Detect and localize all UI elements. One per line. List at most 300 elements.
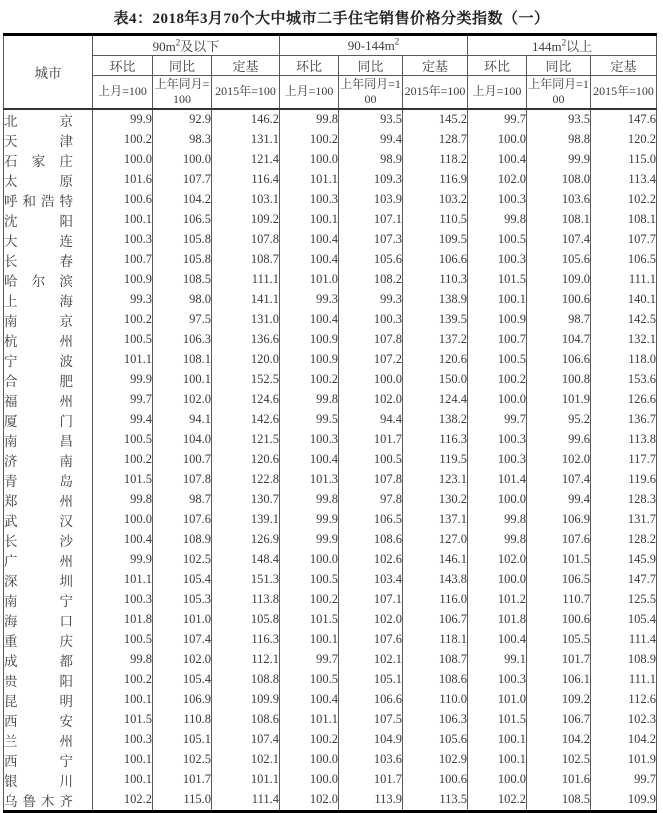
index-value-cell: 121.5 <box>212 430 280 450</box>
index-value-cell: 99.8 <box>468 530 527 550</box>
index-value-cell: 108.7 <box>212 250 280 270</box>
group-header-144-above <box>468 35 657 56</box>
index-value-cell: 100.3 <box>93 730 153 750</box>
index-value-cell: 99.4 <box>339 130 403 150</box>
index-value-cell: 108.1 <box>153 350 212 370</box>
index-value-cell: 99.9 <box>93 109 153 130</box>
index-value-cell: 108.6 <box>403 670 468 690</box>
group-label-text: 144m <box>531 39 562 54</box>
city-name: 石家庄 <box>4 153 73 169</box>
city-cell <box>4 250 93 270</box>
index-value-cell: 105.1 <box>153 730 212 750</box>
city-cell <box>4 390 93 410</box>
city-name: 西宁 <box>4 753 73 769</box>
index-value-cell: 142.5 <box>591 310 657 330</box>
index-value-cell: 116.0 <box>403 590 468 610</box>
index-value-cell: 106.5 <box>153 210 212 230</box>
table-row <box>4 790 657 812</box>
index-value-cell: 122.8 <box>212 470 280 490</box>
index-value-cell: 142.6 <box>212 410 280 430</box>
index-value-cell: 136.7 <box>591 410 657 430</box>
index-value-cell: 137.2 <box>403 330 468 350</box>
index-value-cell: 120.6 <box>212 450 280 470</box>
index-value-cell: 131.0 <box>212 310 280 330</box>
index-value-cell: 103.9 <box>339 190 403 210</box>
index-value-cell: 100.1 <box>468 290 527 310</box>
index-value-cell: 128.7 <box>403 130 468 150</box>
index-value-cell: 108.7 <box>403 650 468 670</box>
index-value-cell: 99.3 <box>280 290 339 310</box>
index-value-cell: 101.5 <box>93 710 153 730</box>
index-value-cell: 99.9 <box>93 550 153 570</box>
index-value-cell: 100.9 <box>280 350 339 370</box>
index-value-cell: 105.6 <box>403 730 468 750</box>
table-row <box>4 710 657 730</box>
index-value-cell: 112.6 <box>591 690 657 710</box>
index-value-cell: 104.2 <box>591 730 657 750</box>
index-value-cell: 100.0 <box>339 370 403 390</box>
index-value-cell: 100.7 <box>468 330 527 350</box>
index-value-cell: 104.9 <box>339 730 403 750</box>
index-value-cell: 100.1 <box>468 750 527 770</box>
index-value-cell: 100.8 <box>527 370 591 390</box>
index-value-cell: 107.7 <box>591 230 657 250</box>
index-value-cell: 128.3 <box>591 490 657 510</box>
table-row <box>4 690 657 710</box>
index-value-cell: 100.0 <box>153 150 212 170</box>
city-cell <box>4 510 93 530</box>
index-value-cell: 140.1 <box>591 290 657 310</box>
index-value-cell: 100.5 <box>339 450 403 470</box>
sub-header-yoy: 同比 <box>153 56 212 76</box>
index-value-cell: 100.3 <box>280 430 339 450</box>
index-value-cell: 148.4 <box>212 550 280 570</box>
index-value-cell: 109.9 <box>591 790 657 812</box>
sub-header-mom: 环比 <box>93 56 153 76</box>
index-value-cell: 108.1 <box>527 210 591 230</box>
city-name: 宁波 <box>4 353 73 369</box>
index-value-cell: 102.2 <box>93 790 153 812</box>
index-value-cell: 100.4 <box>280 310 339 330</box>
table-row <box>4 470 657 490</box>
index-value-cell: 105.6 <box>339 250 403 270</box>
index-value-cell: 101.7 <box>527 650 591 670</box>
index-value-cell: 101.6 <box>527 770 591 790</box>
index-value-cell: 100.0 <box>280 770 339 790</box>
index-value-cell: 99.5 <box>280 410 339 430</box>
index-value-cell: 100.1 <box>93 690 153 710</box>
base-header-prev-month: 上月=100 <box>93 76 153 109</box>
city-name: 厦门 <box>4 413 73 429</box>
index-value-cell: 130.7 <box>212 490 280 510</box>
table-row <box>4 250 657 270</box>
city-cell <box>4 150 93 170</box>
index-value-cell: 106.7 <box>527 710 591 730</box>
city-cell <box>4 730 93 750</box>
city-cell <box>4 670 93 690</box>
index-value-cell: 131.7 <box>591 510 657 530</box>
index-value-cell: 106.9 <box>527 510 591 530</box>
index-value-cell: 101.6 <box>93 170 153 190</box>
index-value-cell: 105.4 <box>153 670 212 690</box>
index-value-cell: 100.1 <box>93 770 153 790</box>
index-value-cell: 100.0 <box>468 130 527 150</box>
index-value-cell: 102.0 <box>468 170 527 190</box>
index-value-cell: 99.1 <box>468 650 527 670</box>
index-value-cell: 100.7 <box>153 450 212 470</box>
city-cell <box>4 290 93 310</box>
city-name: 哈尔滨 <box>4 273 73 289</box>
index-value-cell: 100.6 <box>93 190 153 210</box>
city-cell <box>4 690 93 710</box>
index-value-cell: 105.4 <box>591 610 657 630</box>
table-row <box>4 590 657 610</box>
index-value-cell: 100.3 <box>468 250 527 270</box>
index-value-cell: 125.5 <box>591 590 657 610</box>
city-name: 贵阳 <box>4 673 73 689</box>
table-row <box>4 190 657 210</box>
sub-header-fixed-base: 定基 <box>403 56 468 76</box>
sub-header-fixed-base: 定基 <box>212 56 280 76</box>
city-name: 福州 <box>4 393 73 409</box>
page-title: 表4：2018年3月70个大中城市二手住宅销售价格分类指数（一） <box>113 11 550 27</box>
index-value-cell: 100.4 <box>93 530 153 550</box>
index-value-cell: 102.0 <box>339 610 403 630</box>
city-cell <box>4 230 93 250</box>
index-value-cell: 108.1 <box>591 210 657 230</box>
index-value-cell: 101.8 <box>93 610 153 630</box>
index-value-cell: 107.6 <box>153 510 212 530</box>
index-value-cell: 100.0 <box>93 150 153 170</box>
index-value-cell: 109.9 <box>212 690 280 710</box>
index-value-cell: 101.7 <box>339 430 403 450</box>
index-value-cell: 102.3 <box>591 710 657 730</box>
index-value-cell: 100.5 <box>93 330 153 350</box>
index-value-cell: 105.5 <box>527 630 591 650</box>
index-value-cell: 126.9 <box>212 530 280 550</box>
index-value-cell: 107.4 <box>153 630 212 650</box>
city-cell <box>4 790 93 812</box>
city-name: 长春 <box>4 253 73 269</box>
index-value-cell: 108.9 <box>591 650 657 670</box>
group-label-text: 90-144m <box>347 37 395 53</box>
city-name: 广州 <box>4 553 73 569</box>
sub-header-yoy: 同比 <box>527 56 591 76</box>
index-value-cell: 100.2 <box>280 730 339 750</box>
index-value-cell: 98.7 <box>153 490 212 510</box>
index-value-cell: 99.7 <box>468 410 527 430</box>
index-value-cell: 99.9 <box>527 150 591 170</box>
city-cell <box>4 490 93 510</box>
index-value-cell: 130.2 <box>403 490 468 510</box>
index-value-cell: 110.3 <box>403 270 468 290</box>
index-value-cell: 104.2 <box>153 190 212 210</box>
city-cell <box>4 750 93 770</box>
index-value-cell: 101.5 <box>468 270 527 290</box>
table-row <box>4 510 657 530</box>
index-value-cell: 127.0 <box>403 530 468 550</box>
table-row <box>4 490 657 510</box>
index-value-cell: 100.1 <box>280 210 339 230</box>
city-cell <box>4 130 93 150</box>
index-value-cell: 100.5 <box>280 570 339 590</box>
base-header-same-month-last-year: 上年同月=100 <box>339 76 403 109</box>
index-value-cell: 111.1 <box>591 670 657 690</box>
table-row <box>4 410 657 430</box>
index-value-cell: 107.3 <box>339 230 403 250</box>
index-value-cell: 124.6 <box>212 390 280 410</box>
index-value-cell: 99.4 <box>93 410 153 430</box>
index-value-cell: 118.2 <box>403 150 468 170</box>
city-name: 天津 <box>4 133 73 149</box>
city-name: 大连 <box>4 233 73 249</box>
table-row <box>4 109 657 130</box>
index-value-cell: 108.6 <box>339 530 403 550</box>
city-cell <box>4 350 93 370</box>
index-value-cell: 101.1 <box>93 350 153 370</box>
city-cell <box>4 270 93 290</box>
index-value-cell: 99.4 <box>527 490 591 510</box>
index-value-cell: 100.1 <box>468 730 527 750</box>
index-value-cell: 101.9 <box>591 750 657 770</box>
index-value-cell: 100.3 <box>93 590 153 610</box>
index-value-cell: 93.5 <box>527 109 591 130</box>
index-value-cell: 141.1 <box>212 290 280 310</box>
index-value-cell: 102.0 <box>280 790 339 812</box>
city-name: 乌鲁木齐 <box>4 793 73 809</box>
index-value-cell: 109.2 <box>527 690 591 710</box>
index-value-cell: 113.8 <box>591 430 657 450</box>
index-value-cell: 102.0 <box>527 450 591 470</box>
table-row <box>4 650 657 670</box>
index-value-cell: 99.6 <box>527 430 591 450</box>
index-value-cell: 121.4 <box>212 150 280 170</box>
index-value-cell: 107.5 <box>339 710 403 730</box>
index-value-cell: 100.9 <box>468 310 527 330</box>
city-name: 西安 <box>4 713 73 729</box>
index-value-cell: 103.6 <box>527 190 591 210</box>
table-row <box>4 750 657 770</box>
index-value-cell: 113.9 <box>339 790 403 812</box>
index-value-cell: 137.1 <box>403 510 468 530</box>
index-value-cell: 98.8 <box>527 130 591 150</box>
base-header-same-month-last-year: 上年同月=100 <box>527 76 591 109</box>
index-value-cell: 123.1 <box>403 470 468 490</box>
base-header-2015: 2015年=100 <box>403 76 468 109</box>
index-value-cell: 107.6 <box>339 630 403 650</box>
index-value-cell: 102.1 <box>339 650 403 670</box>
index-value-cell: 107.6 <box>527 530 591 550</box>
index-value-cell: 109.3 <box>339 170 403 190</box>
index-value-cell: 111.4 <box>591 630 657 650</box>
group-label-text: 及以下 <box>180 39 220 54</box>
index-value-cell: 106.6 <box>339 690 403 710</box>
index-value-cell: 99.7 <box>280 650 339 670</box>
index-value-cell: 106.6 <box>403 250 468 270</box>
index-value-cell: 105.4 <box>153 570 212 590</box>
index-value-cell: 115.0 <box>591 150 657 170</box>
index-value-cell: 99.7 <box>591 770 657 790</box>
index-value-cell: 100.2 <box>468 370 527 390</box>
index-value-cell: 94.1 <box>153 410 212 430</box>
index-value-cell: 100.3 <box>468 450 527 470</box>
index-value-cell: 106.9 <box>153 690 212 710</box>
index-value-cell: 101.7 <box>339 770 403 790</box>
index-value-cell: 97.8 <box>339 490 403 510</box>
city-name: 青岛 <box>4 473 73 489</box>
index-value-cell: 150.0 <box>403 370 468 390</box>
city-cell <box>4 170 93 190</box>
index-value-cell: 108.2 <box>339 270 403 290</box>
index-value-cell: 102.0 <box>153 390 212 410</box>
index-value-cell: 101.7 <box>153 770 212 790</box>
index-value-cell: 104.7 <box>527 330 591 350</box>
city-cell <box>4 450 93 470</box>
index-value-cell: 116.9 <box>403 170 468 190</box>
index-value-cell: 99.8 <box>280 490 339 510</box>
index-value-cell: 100.6 <box>527 290 591 310</box>
table-row <box>4 730 657 750</box>
index-value-cell: 100.1 <box>93 210 153 230</box>
index-value-cell: 101.1 <box>93 570 153 590</box>
city-name: 南京 <box>4 313 73 329</box>
index-value-cell: 101.9 <box>527 390 591 410</box>
city-cell <box>4 530 93 550</box>
index-value-cell: 107.7 <box>153 170 212 190</box>
index-value-cell: 100.3 <box>468 430 527 450</box>
table-row <box>4 550 657 570</box>
table-row <box>4 350 657 370</box>
price-index-table <box>3 33 657 813</box>
index-value-cell: 108.6 <box>212 710 280 730</box>
index-value-cell: 107.4 <box>527 470 591 490</box>
table-row <box>4 310 657 330</box>
index-value-cell: 113.8 <box>212 590 280 610</box>
city-name: 呼和浩特 <box>4 193 73 209</box>
index-value-cell: 105.1 <box>339 670 403 690</box>
index-value-cell: 100.4 <box>280 450 339 470</box>
city-name: 银川 <box>4 773 73 789</box>
base-header-prev-month: 上月=100 <box>280 76 339 109</box>
index-value-cell: 102.0 <box>153 650 212 670</box>
table-row <box>4 770 657 790</box>
table-row <box>4 530 657 550</box>
index-value-cell: 106.5 <box>527 570 591 590</box>
index-value-cell: 124.4 <box>403 390 468 410</box>
index-value-cell: 139.1 <box>212 510 280 530</box>
city-cell <box>4 109 93 130</box>
group-label-text: 以上 <box>566 39 593 54</box>
table-row <box>4 150 657 170</box>
index-value-cell: 100.0 <box>280 150 339 170</box>
index-value-cell: 99.8 <box>468 210 527 230</box>
index-value-cell: 115.0 <box>153 790 212 812</box>
index-value-cell: 105.3 <box>153 590 212 610</box>
index-value-cell: 100.0 <box>280 550 339 570</box>
index-value-cell: 103.1 <box>212 190 280 210</box>
index-value-cell: 101.5 <box>468 710 527 730</box>
table-row <box>4 630 657 650</box>
index-value-cell: 98.9 <box>339 150 403 170</box>
index-value-cell: 103.4 <box>339 570 403 590</box>
index-value-cell: 101.1 <box>280 170 339 190</box>
index-value-cell: 106.7 <box>403 610 468 630</box>
header-sub-row <box>4 56 657 76</box>
index-value-cell: 100.5 <box>468 230 527 250</box>
index-value-cell: 100.5 <box>93 630 153 650</box>
index-value-cell: 99.7 <box>93 390 153 410</box>
group-header-90-144 <box>280 35 468 56</box>
index-value-cell: 145.2 <box>403 109 468 130</box>
superscript-2: 2 <box>175 37 181 48</box>
index-value-cell: 102.0 <box>468 550 527 570</box>
superscript-2: 2 <box>394 36 400 47</box>
city-name: 郑州 <box>4 493 73 509</box>
city-name: 长沙 <box>4 533 73 549</box>
index-value-cell: 100.2 <box>93 130 153 150</box>
index-value-cell: 103.2 <box>403 190 468 210</box>
index-value-cell: 113.4 <box>591 170 657 190</box>
index-value-cell: 111.1 <box>212 270 280 290</box>
index-value-cell: 100.1 <box>280 630 339 650</box>
index-value-cell: 100.4 <box>280 690 339 710</box>
index-value-cell: 100.9 <box>280 330 339 350</box>
index-value-cell: 108.5 <box>527 790 591 812</box>
index-value-cell: 97.5 <box>153 310 212 330</box>
index-value-cell: 113.5 <box>403 790 468 812</box>
table-row <box>4 670 657 690</box>
index-value-cell: 108.9 <box>153 530 212 550</box>
index-value-cell: 139.5 <box>403 310 468 330</box>
index-value-cell: 101.2 <box>468 590 527 610</box>
sub-header-mom: 环比 <box>468 56 527 76</box>
table-body <box>4 109 657 812</box>
index-value-cell: 100.0 <box>468 390 527 410</box>
index-value-cell: 100.4 <box>280 230 339 250</box>
index-value-cell: 101.1 <box>212 770 280 790</box>
index-value-cell: 107.2 <box>339 350 403 370</box>
index-value-cell: 101.5 <box>527 550 591 570</box>
index-value-cell: 151.3 <box>212 570 280 590</box>
index-value-cell: 108.8 <box>212 670 280 690</box>
index-value-cell: 100.0 <box>280 750 339 770</box>
index-value-cell: 102.9 <box>403 750 468 770</box>
index-value-cell: 109.5 <box>403 230 468 250</box>
table-row <box>4 230 657 250</box>
index-value-cell: 152.5 <box>212 370 280 390</box>
city-cell <box>4 190 93 210</box>
index-value-cell: 102.5 <box>153 750 212 770</box>
index-value-cell: 99.9 <box>93 370 153 390</box>
index-value-cell: 95.2 <box>527 410 591 430</box>
city-cell <box>4 710 93 730</box>
city-cell <box>4 590 93 610</box>
index-value-cell: 102.6 <box>339 550 403 570</box>
index-value-cell: 116.4 <box>212 170 280 190</box>
base-header-prev-month: 上月=100 <box>468 76 527 109</box>
index-value-cell: 102.1 <box>212 750 280 770</box>
city-name: 昆明 <box>4 693 73 709</box>
index-value-cell: 138.2 <box>403 410 468 430</box>
table-row <box>4 570 657 590</box>
index-value-cell: 101.3 <box>280 470 339 490</box>
index-value-cell: 101.0 <box>468 690 527 710</box>
index-value-cell: 131.1 <box>212 130 280 150</box>
city-name: 太原 <box>4 173 73 189</box>
index-value-cell: 100.6 <box>403 770 468 790</box>
city-name: 重庆 <box>4 633 73 649</box>
city-name: 合肥 <box>4 373 73 389</box>
